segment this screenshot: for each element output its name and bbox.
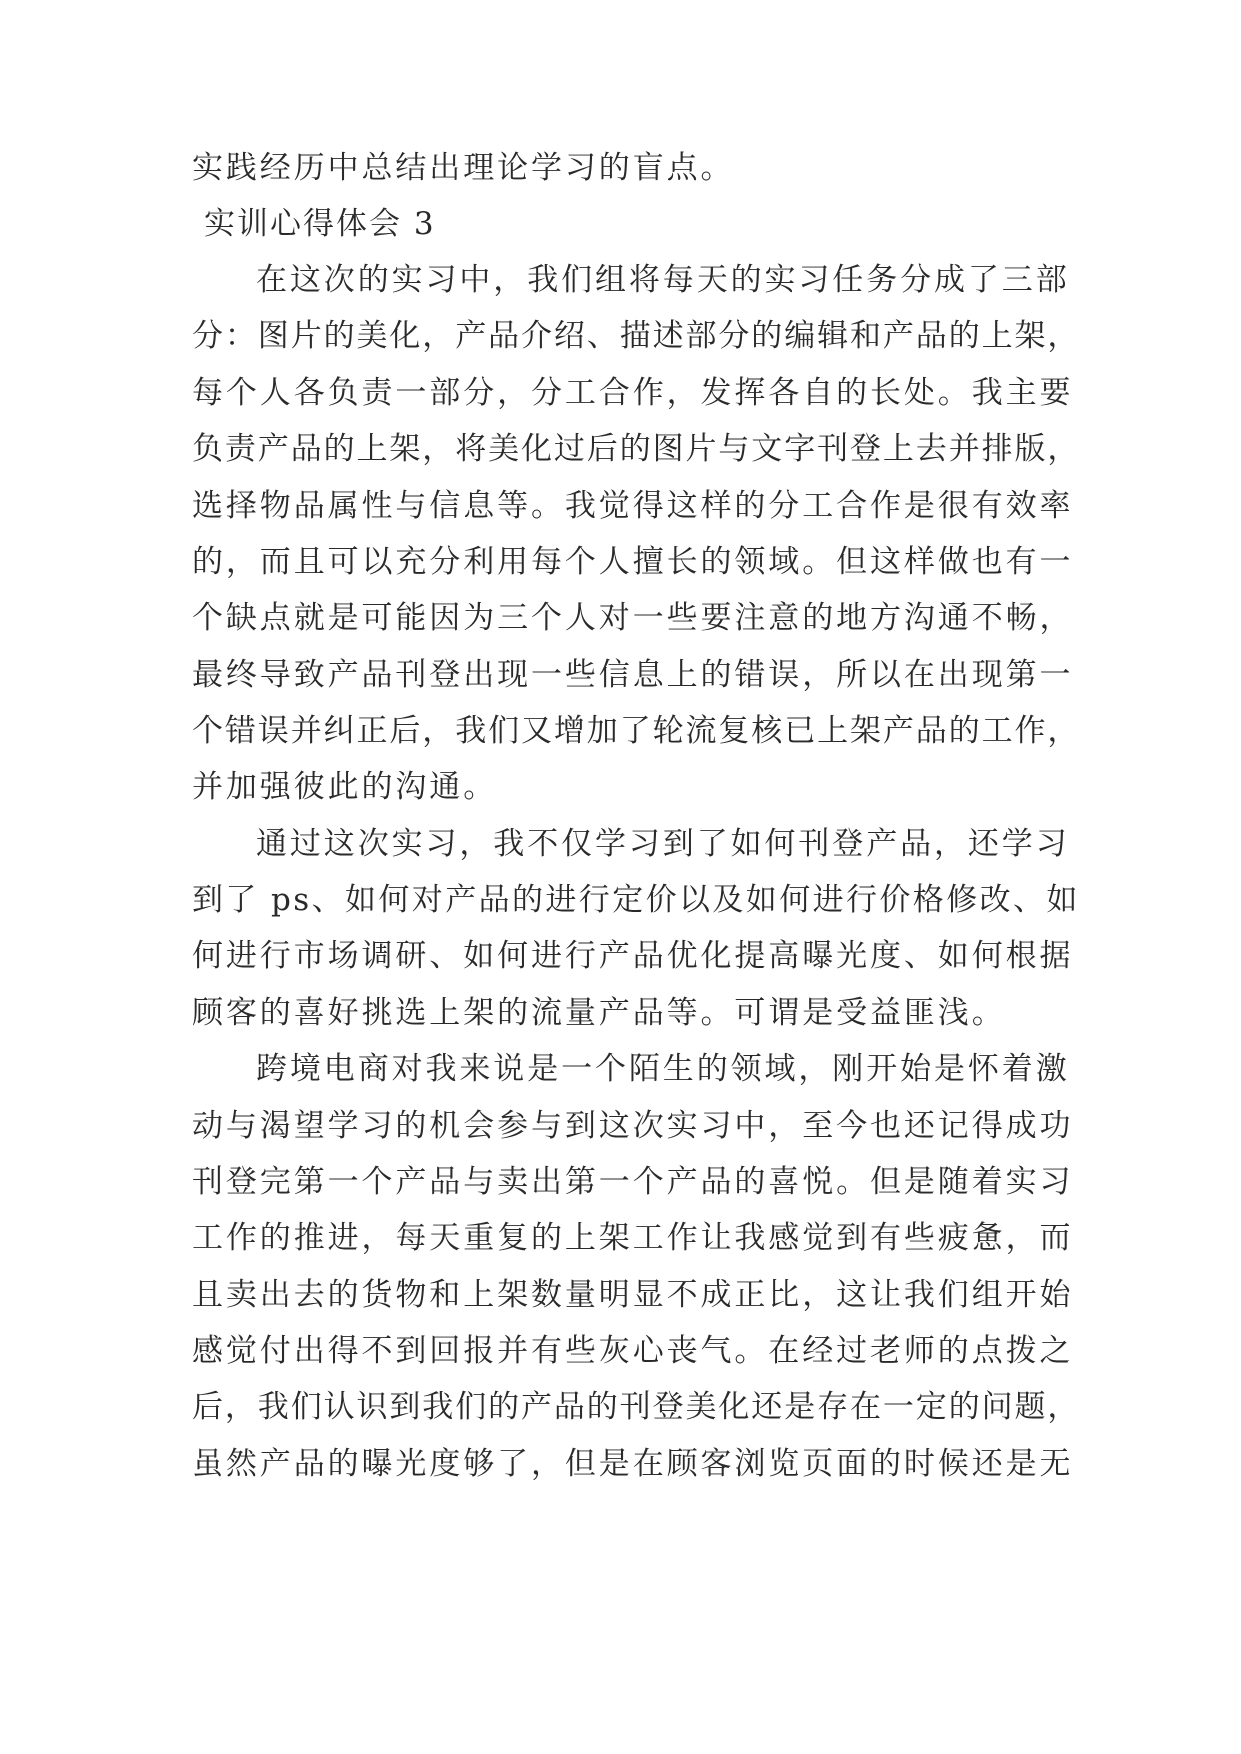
text-line: 顾客的喜好挑选上架的流量产品等。可谓是受益匪浅。 bbox=[192, 995, 1006, 1031]
text-line: 个错误并纠正后，我们又增加了轮流复核已上架产品的工作， bbox=[192, 713, 1081, 749]
text-line: 在这次的实习中，我们组将每天的实习任务分成了三部 bbox=[256, 262, 1070, 298]
text-line: 个缺点就是可能因为三个人对一些要注意的地方沟通不畅， bbox=[192, 600, 1074, 636]
text-line: 动与渴望学习的机会参与到这次实习中，至今也还记得成功 bbox=[192, 1108, 1074, 1144]
text-line: 跨境电商对我来说是一个陌生的领域，刚开始是怀着激 bbox=[256, 1051, 1070, 1087]
text-line: 实践经历中总结出理论学习的盲点。 bbox=[192, 150, 735, 186]
text-line: 虽然产品的曝光度够了，但是在顾客浏览页面的时候还是无 bbox=[192, 1446, 1074, 1482]
text-line: 通过这次实习，我不仅学习到了如何刊登产品，还学习 bbox=[256, 826, 1070, 862]
text-line: 最终导致产品刊登出现一些信息上的错误，所以在出现第一 bbox=[192, 657, 1074, 693]
text-line: 并加强彼此的沟通。 bbox=[192, 769, 498, 805]
text-line: 选择物品属性与信息等。我觉得这样的分工合作是很有效率 bbox=[192, 488, 1074, 524]
text-line: 到了 ps、如何对产品的进行定价以及如何进行价格修改、如 bbox=[192, 882, 1080, 918]
text-line: 的，而且可以充分利用每个人擅长的领域。但这样做也有一 bbox=[192, 544, 1074, 580]
section-heading: 实训心得体会 3 bbox=[204, 206, 436, 242]
text-line: 刊登完第一个产品与卖出第一个产品的喜悦。但是随着实习 bbox=[192, 1164, 1074, 1200]
text-line: 后，我们认识到我们的产品的刊登美化还是存在一定的问题， bbox=[192, 1389, 1081, 1425]
text-line: 分：图片的美化，产品介绍、描述部分的编辑和产品的上架， bbox=[192, 318, 1081, 354]
text-line: 每个人各负责一部分，分工合作，发挥各自的长处。我主要 bbox=[192, 375, 1074, 411]
text-line: 且卖出去的货物和上架数量明显不成正比，这让我们组开始 bbox=[192, 1277, 1074, 1313]
text-line: 负责产品的上架，将美化过后的图片与文字刊登上去并排版， bbox=[192, 431, 1081, 467]
text-line: 何进行市场调研、如何进行产品优化提高曝光度、如何根据 bbox=[192, 938, 1074, 974]
text-line: 工作的推进，每天重复的上架工作让我感觉到有些疲惫，而 bbox=[192, 1220, 1074, 1256]
text-line: 感觉付出得不到回报并有些灰心丧气。在经过老师的点拨之 bbox=[192, 1333, 1074, 1369]
